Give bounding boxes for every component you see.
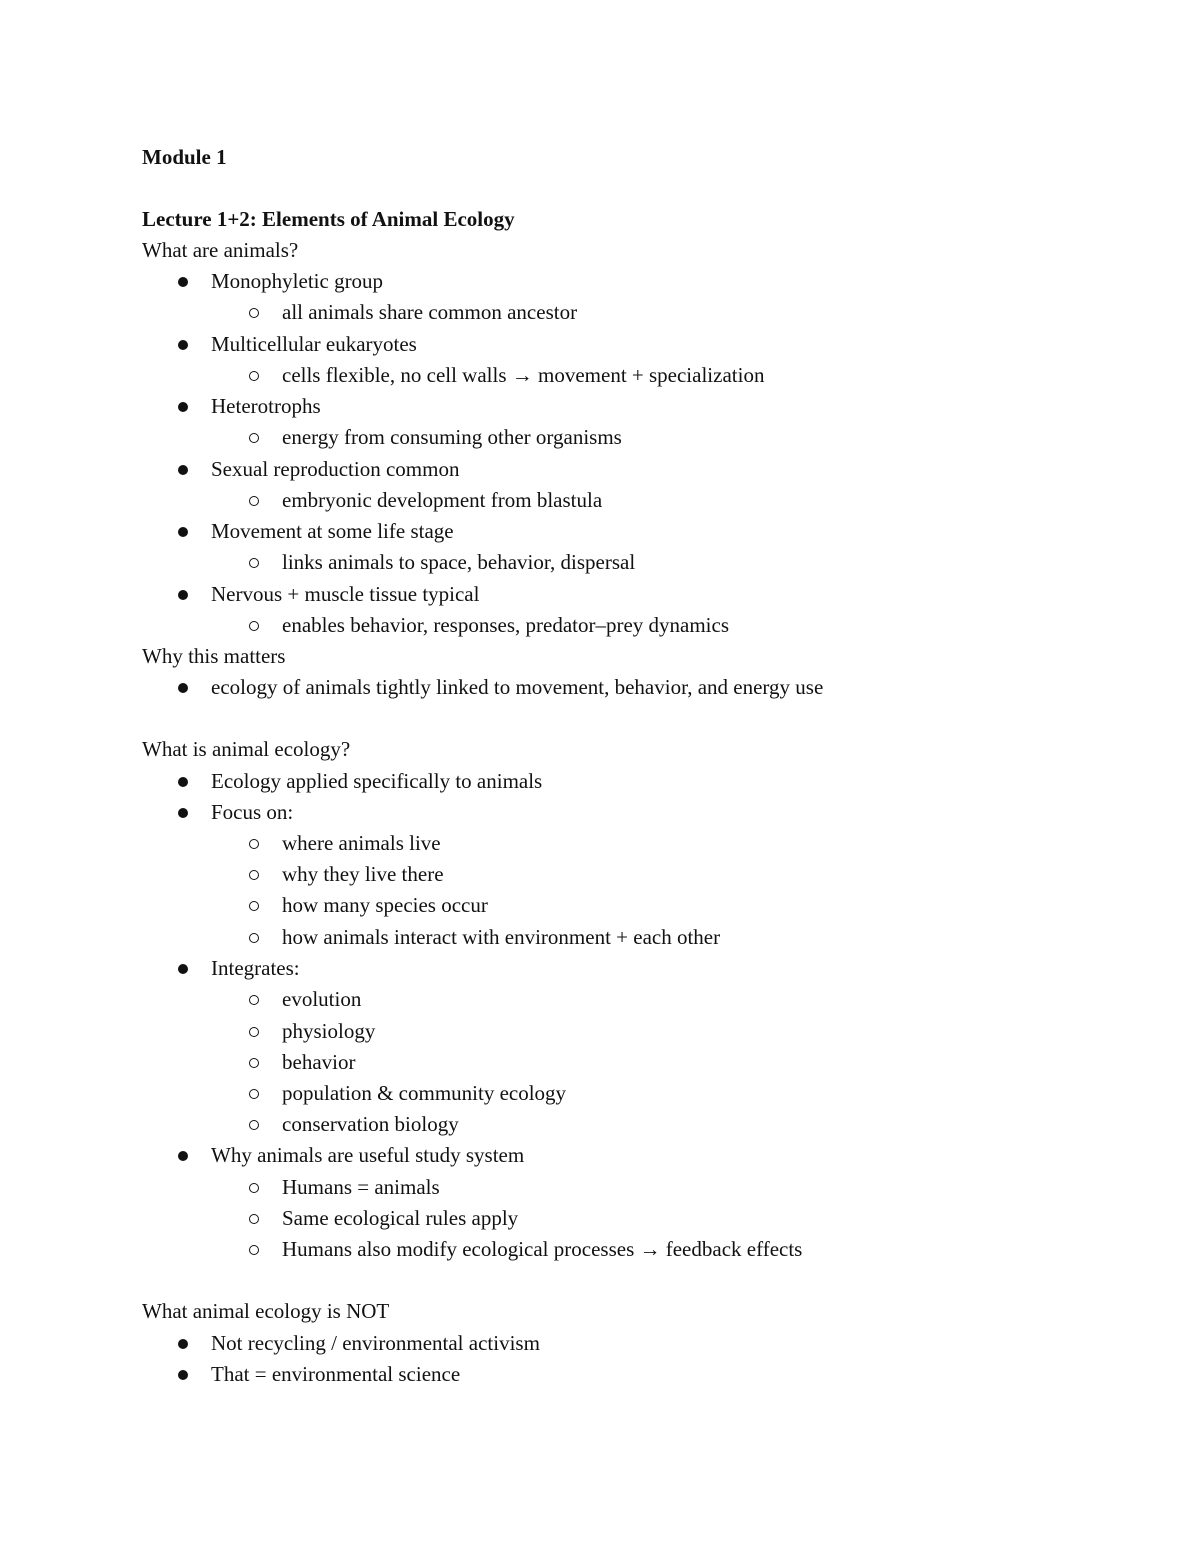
bullet-marker [178,1339,188,1349]
sub-bullet-marker [249,1183,259,1193]
sub-list-item: why they live there [282,862,444,886]
bullet-marker [178,590,188,600]
section-heading: What are animals? [142,238,299,262]
list-item: That = environmental science [211,1362,461,1386]
sub-bullet-marker [249,901,259,911]
bullet-marker [178,964,188,974]
sub-list-item: evolution [282,987,362,1011]
sub-list-item: where animals live [282,831,441,855]
bullet-marker [178,1151,188,1161]
sub-list-item: behavior [282,1050,356,1074]
sub-bullet-marker [249,621,259,631]
bullet-marker [178,1370,188,1380]
sub-bullet-marker [249,870,259,880]
list-item: Nervous + muscle tissue typical [211,582,480,606]
list-item: Monophyletic group [211,269,384,293]
list-item: Ecology applied specifically to animals [211,769,543,793]
sub-list-item: embryonic development from blastula [282,488,603,512]
module-title: Module 1 [142,145,227,169]
list-item: Movement at some life stage [211,519,454,543]
list-item: Integrates: [211,956,300,980]
sub-bullet-marker [249,1214,259,1224]
list-item: Sexual reproduction common [211,457,460,481]
list-item: Focus on: [211,800,294,824]
sub-list-item: how many species occur [282,893,488,917]
sub-bullet-marker [249,839,259,849]
section-heading: Why this matters [142,644,286,668]
bullet-marker [178,277,188,287]
sub-list-item: conservation biology [282,1112,459,1136]
sub-bullet-marker [249,1058,259,1068]
sub-bullet-marker [249,371,259,381]
list-item: Not recycling / environmental activism [211,1331,540,1355]
sub-list-item: Humans = animals [282,1175,440,1199]
bullet-marker [178,402,188,412]
sub-list-item: physiology [282,1019,376,1043]
sub-bullet-marker [249,433,259,443]
sub-list-item: all animals share common ancestor [282,300,578,324]
sub-bullet-marker [249,933,259,943]
sub-bullet-marker [249,558,259,568]
section-heading: What is animal ecology? [142,737,351,761]
sub-list-item: cells flexible, no cell walls → movement + specialization [282,363,765,387]
sub-bullet-marker [249,1120,259,1130]
sub-list-item: energy from consuming other organisms [282,425,622,449]
sub-list-item: population & community ecology [282,1081,567,1105]
sub-list-item: Same ecological rules apply [282,1206,519,1230]
section-heading: What animal ecology is NOT [142,1299,390,1323]
sub-list-item: Humans also modify ecological processes → feedback effects [282,1237,803,1261]
list-item: Multicellular eukaryotes [211,332,417,356]
sub-list-item: enables behavior, responses, predator–prey dynamics [282,613,730,637]
sub-bullet-marker [249,1089,259,1099]
lecture-title: Lecture 1+2: Elements of Animal Ecology [142,207,515,231]
sub-bullet-marker [249,308,259,318]
bullet-marker [178,683,188,693]
bullet-marker [178,527,188,537]
list-item: Heterotrophs [211,394,321,418]
sub-bullet-marker [249,1245,259,1255]
sub-list-item: links animals to space, behavior, dispersal [282,550,636,574]
bullet-marker [178,465,188,475]
list-item: ecology of animals tightly linked to movement, behavior, and energy use [211,675,824,699]
sub-list-item: how animals interact with environment + each other [282,925,721,949]
sub-bullet-marker [249,496,259,506]
bullet-marker [178,340,188,350]
sub-bullet-marker [249,995,259,1005]
sub-bullet-marker [249,1027,259,1037]
bullet-marker [178,777,188,787]
bullet-marker [178,808,188,818]
list-item: Why animals are useful study system [211,1143,525,1167]
